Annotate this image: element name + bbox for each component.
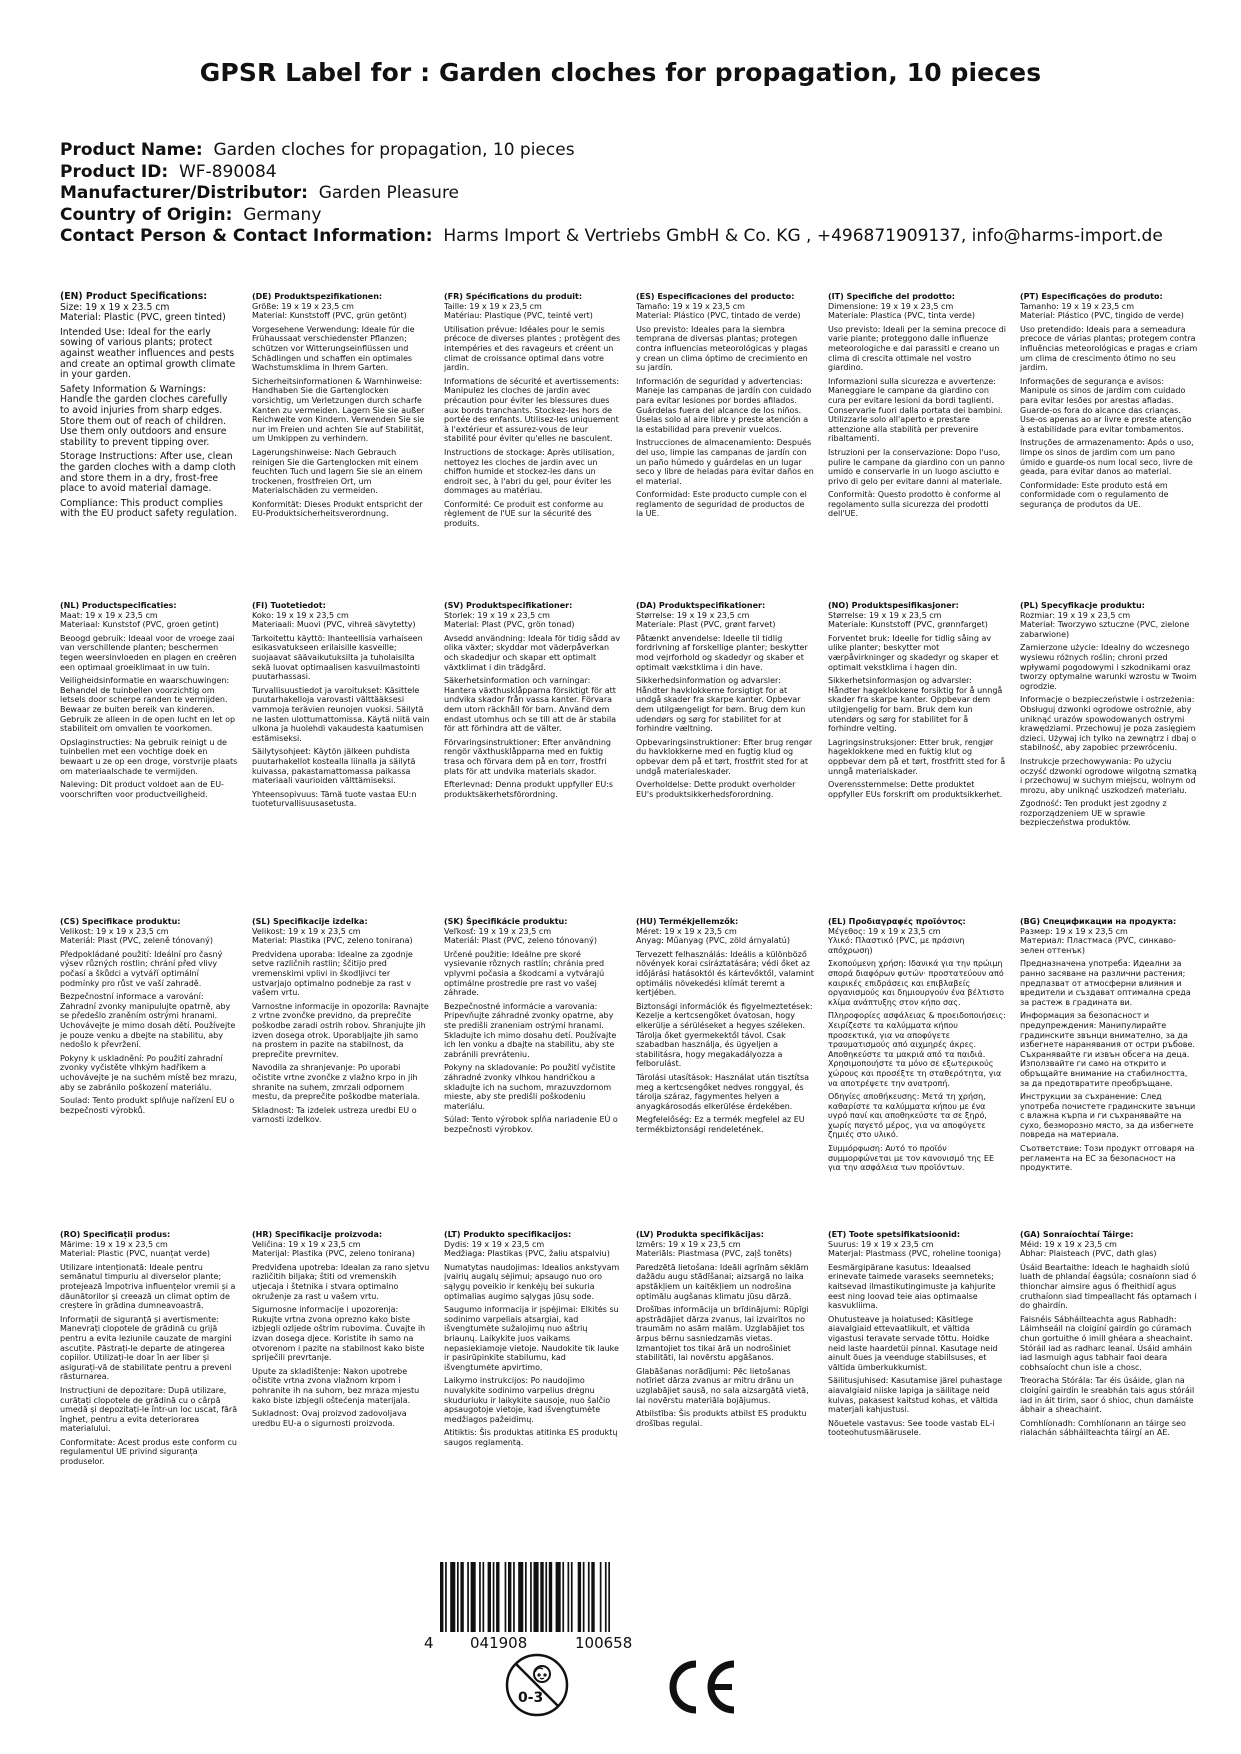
spec-size: Taille: 19 x 19 x 23,5 cm [444,301,542,311]
barcode-bar [440,1562,443,1632]
spec-heading: (PT) Especificações do produto: [1020,292,1163,301]
spec-size: Storlek: 19 x 19 x 23,5 cm [444,610,550,620]
spec-storage: Instructions de stockage: Après utilisation, nettoyez les cloches de jardin avec un chiffon humide et stockez-les dans un endroit sec, à l'abri du gel, pour éviter les dommages au matériau. [444,447,615,496]
spec-safety: Bezpečnostné informácie a varovania: Pripevňujte záhradné zvonky opatrne, aby ste predišli zraneniam ostrými hranami. Skladujte ich mimo dosahu detí. Používajte ich len vonku a dbajte na stabilitu, aby ste zabránili prevráteniu. [444,1001,617,1059]
spec-size: Maat: 19 x 19 x 23,5 cm [60,610,158,620]
barcode-bar [556,1562,561,1632]
spec-heading: (BG) Спецификации на продукта: [1020,917,1177,926]
spec-heading: (SV) Produktspecifikationer: [444,601,573,610]
spec-material: Medžiaga: Plastikas (PVC, žaliu atspalviu) [444,1249,610,1259]
spec-material: Materiale: Plastica (PVC, tinta verde) [828,311,976,321]
spec-safety: Información de seguridad y advertencias: Maneje las campanas de jardín con cuidado para evitar lesiones por bordes afilados. Guárdelas fuera del alcance de los niños. Úselas solo al aire libre y preste atención a la estabilidad para prevenir vuelcos. [636,376,812,434]
spec-intended-use: Tarkoitettu käyttö: Ihanteellisia varhaiseen esikasvatukseen erilaisille kasveille; suojaavat säävaikutuksilta ja tuholaisilta sekä luovat optimaalisen kasvuilmastointi puutarhassasi. [252,633,423,682]
spec-storage: Instruções de armazenamento: Após o uso, limpe os sinos de jardim com um pano úmido e guarde-os num local seco, livre de geada, para evitar danos ao material. [1020,438,1194,477]
spec-size: Size: 19 x 19 x 23.5 cm [60,301,170,313]
spec-size: Размер: 19 x 19 x 23,5 cm [1020,926,1128,936]
spec-compliance: Soulad: Tento produkt splňuje nařízení EU o bezpečnosti výrobků. [60,1096,235,1115]
spec-storage: Pokyny na skladovanie: Po použití vyčistite záhradné zvonky vlhkou handričkou a skladujte ich na suchom, mrazuvzdornom mieste, aby ste predišli poškodeniu materiálu. [444,1063,616,1111]
spec-storage: Instrukcje przechowywania: Po użyciu oczyść dzwonki ogrodowe wilgotną szmatką i przechowuj w suchym miejscu, wolnym od mrozu, aby uniknąć uszkodzeń materiału. [1020,756,1197,795]
barcode-bar [496,1562,499,1632]
spec-material: Anyag: Műanyag (PVC, zöld árnyalatú) [636,936,790,946]
summary-label: Country of Origin: [60,204,233,225]
language-block [1020,601,1198,832]
barcode-bar [493,1562,495,1632]
spec-intended-use: Avsedd användning: Ideala för tidig sådd av olika växter; skyddar mot väderpåverkan och skadedjur och skapar ett optimalt växtklimat i din trädgård. [444,633,621,672]
spec-storage: Förvaringsinstruktioner: Efter användning rengör växthusklåpparna med en fuktig trasa och förvara dem på en torr, frostfri plats för att undvika materials skador. [444,737,612,776]
spec-compliance: Conformité: Ce produit est conforme au règlement de l'UE sur la sécurité des produits. [444,499,604,529]
barcode-bar [545,1562,547,1632]
spec-safety: Biztonsági információk és figyelmeztetések: Kezelje a kertcsengőket óvatosan, hogy elkerülje a sérüléseket a hegyes széleken. Tárolja őket gyermekektől távol. Csak szabadban használja, és ügyeljen a stabilitásra, hogy megakadályozza a felborulást. [636,1001,813,1069]
spec-intended-use: Σκοπούμενη χρήση: Ιδανικά για την πρώιμη σπορά διαφόρων φυτών· προστατεύουν από καιρικές επιδράσεις και επιβλαβείς οργανισμούς και δημιουργούν ένα βέλτιστο κλίμα ανάπτυξης στον κήπο σας. [828,959,1005,1007]
spec-material: Materiál: Plast (PVC, zeleně tónovaný) [60,936,213,946]
spec-size: Μέγεθος: 19 x 19 x 23,5 cm [828,926,941,936]
barcode-bar [525,1562,527,1632]
spec-intended-use: Numatytas naudojimas: Idealios ankstyvam įvairių augalų sėjimui; apsaugo nuo oro sąlygų poveikio ir kenkėjų bei sukuria optimalias augimo sąlygas jūsų sode. [444,1262,620,1301]
spec-compliance: Съответствие: Този продукт отговаря на регламента на ЕС за безопасност на продуктите. [1020,1144,1195,1173]
spec-material: Materiał: Tworzywo sztuczne (PVC, zielone zabarwione) [1020,620,1190,639]
spec-material: Materiaali: Muovi (PVC, vihreä sävytetty) [252,620,416,630]
spec-safety: Информация за безопасност и предупреждения: Манипулирайте градинските звънци внимателно, за да избегнете наранявания от остри ръбове. Съхранявайте ги извън обсега на деца. Използвайте ги само на открито и обръщайте внимание на стабилността, за да предотвратите преобръщане. [1020,1011,1195,1088]
spec-heading: (HR) Specifikacije proizvoda: [252,1230,383,1239]
spec-material: Ábhar: Plaisteach (PVC, dath glas) [1020,1249,1157,1259]
page-title: GPSR Label for : Garden cloches for propagation, 10 pieces [199,58,1042,87]
spec-size: Rozmiar: 19 x 19 x 23,5 cm [1020,610,1131,620]
language-block [636,292,814,533]
spec-safety: Safety Information & Warnings: Handle the garden cloches carefully to avoid injuries from sharp edges. Store them out of reach of children. Use them only outdoors and ensure stability to prevent tipping over. [60,383,228,448]
spec-heading: (EN) Product Specifications: [60,291,208,302]
language-block [1020,1230,1198,1471]
summary-value: Garden cloches for propagation, 10 pieces [213,140,575,160]
summary-product-id [60,162,1210,184]
spec-compliance: Yhteensopivuus: Tämä tuote vastaa EU:n tuoteturvallisuusasetusta. [252,789,417,809]
spec-intended-use: Utilisation prévue: Idéales pour le semis précoce de diverses plantes ; protègent des intempéries et des ravageurs et créent un climat de croissance optimal dans votre jardin. [444,324,621,373]
spec-material: Материал: Пластмаса (PVC, синкаво-зелен оттенък) [1020,936,1176,955]
summary-manufacturer [60,183,1210,205]
barcode-first-digit: 4 [424,1634,434,1652]
spec-size: Méid: 19 x 19 x 23,5 cm [1020,1239,1117,1249]
barcode-bar [530,1562,532,1632]
spec-storage: Tárolási utasítások: Használat után tisztítsa meg a kertcsengőket nedves ronggyal, és tárolja száraz, fagymentes helyen a anyagkárosodás elkerülése érdekében. [636,1072,810,1111]
spec-heading: (CS) Specifikace produktu: [60,917,181,926]
barcode-bar [583,1562,585,1632]
barcode-bar [540,1562,543,1632]
summary-value: Garden Pleasure [318,183,460,203]
spec-intended-use: Uso previsto: Ideales para la siembra temprana de diversas plantas; protegen contra influencias meteorológicas y plagas y crean un clima óptimo de crecimiento en su jardín. [636,324,808,373]
summary-label: Product ID: [60,161,169,182]
spec-storage: Opbevaringsinstruktioner: Efter brug rengør du havklokkerne med en fugtig klud og opbevar dem på et tørt, frostfrit sted for at undgå materialeskader. [636,737,813,776]
spec-material: Υλικό: Πλαστικό (PVC, με πράσινη απόχρωση) [828,936,965,955]
spec-storage: Istruzioni per la conservazione: Dopo l'uso, pulire le campane da giardino con un panno umido e conservarle in un luogo asciutto e privo di gelo per evitare danni al materiale. [828,447,1005,486]
summary-label: Product Name: [60,140,203,160]
spec-safety: Informații de siguranță și avertismente: Manevrați clopotele de grădină cu grijă pentru a evita leziunile cauzate de margini ascuțite. Păstrați-le departe de atingerea copiilor. Utilizați-le doar în aer liber și asigurați-vă de stabilitate pentru a preveni răsturnarea. [60,1314,232,1382]
spec-intended-use: Uso previsto: Ideali per la semina precoce di varie piante; proteggono dalle influenze meteorologiche e dai parassiti e creano un clima di crescita ottimale nel vostro giardino. [828,324,1006,373]
spec-size: Suurus: 19 x 19 x 23,5 cm [828,1239,934,1249]
spec-intended-use: Предназначена употреба: Идеални за ранно засяване на различни растения; предпазват от атмосферни влияния и вредители и създават оптимална среда за растеж в градината ви. [1020,959,1191,1007]
spec-compliance: Atbilstība: Šis produkts atbilst ES produktu drošības regulai. [636,1409,807,1428]
spec-intended-use: Určené použitie: Ideálne pre skoré vysievanie rôznych rastlín; chránia pred vplyvmi počasia a škodcami a vytvárajú optimálne prostredie pre rast vo vašej záhrade. [444,949,605,998]
language-block [60,917,238,1177]
language-block [636,1230,814,1471]
spec-compliance: Συμμόρφωση: Αυτό το προϊόν συμμορφώνεται με τον κανονισμό της ΕΕ για την ασφάλεια των προϊόντων. [828,1144,994,1173]
spec-storage: Storage Instructions: After use, clean the garden cloches with a damp cloth and store them in a dry, frost-free place to avoid material damage. [60,451,236,495]
spec-compliance: Atitiktis: Šis produktas atitinka ES produktų saugos reglamentą. [444,1428,618,1447]
barcode-bar [471,1562,476,1632]
language-block [60,1230,238,1471]
spec-compliance: Overholdelse: Dette produkt overholder EU's produktsikkerhedsforordning. [636,780,796,799]
spec-material: Materiaal: Kunststof (PVC, groen getint) [60,620,219,630]
product-summary [60,140,1210,248]
barcode-bar [508,1562,511,1632]
spec-size: Méret: 19 x 19 x 23,5 cm [636,926,737,936]
spec-safety: Informações de segurança e avisos: Manipule os sinos de jardim com cuidado para evitar lesões por arestas afiadas. Guarde-os fora do alcance das crianças. Use-os apenas ao ar livre e preste atenção à estabilidade para evitar tombamentos. [1020,376,1192,434]
spec-intended-use: Vorgesehene Verwendung: Ideale für die Frühaussaat verschiedenster Pflanzen; schützen vor Witterungseinflüssen und Schädlingen und schaffen ein optimales Wachstumsklima in Ihrem Garten. [252,324,415,373]
barcode-bar [568,1562,570,1632]
spec-intended-use: Intended Use: Ideal for the early sowing of various plants; protect against weather influences and pests and create an optimal growth climate in your garden. [60,326,236,381]
spec-safety: Drošības informācija un brīdinājumi: Rūpīgi apstrādājiet dārza zvanus, lai izvairītos no traumām no asām malām. Uzglabājiet tos ārpus bērnu sasniedzamās vietas. Izmantojiet tos tikai ārā un nodrošiniet stabilitāti, lai novērstu apgāšanos. [636,1305,809,1363]
spec-heading: (FI) Tuotetiedot: [252,601,326,610]
barcode-bar [578,1562,581,1632]
language-block [1020,917,1198,1177]
spec-intended-use: Uso pretendido: Ideais para a semeadura precoce de várias plantas; protegem contra influências meteorológicas e pragas e criam um clima de crescimento ótimo no seu jardim. [1020,324,1198,373]
spec-material: Materiale: Kunststoff (PVC, grønnfarget) [828,620,988,630]
spec-compliance: Conformitate: Acest produs este conform cu regulamentul UE privind siguranța produselor. [60,1437,237,1467]
spec-compliance: Megfelelőség: Ez a termék megfelel az EU termékbiztonsági rendeletének. [636,1115,805,1134]
barcode-bar [450,1562,455,1632]
language-block [252,601,430,832]
spec-material: Materiale: Plast (PVC, grønt farvet) [636,620,776,630]
spec-size: Koko: 19 x 19 x 23,5 cm [252,610,349,620]
barcode-bar [460,1562,463,1632]
language-block [828,601,1006,832]
spec-intended-use: Paredzētā lietošana: Ideāli agrīnām sēklām dažādu augu stādīšanai; aizsargā no laika apstākļiem un kaitēkļiem un nodrošina optimālu augšanas klimatu jūsu dārzā. [636,1262,809,1301]
spec-safety: Πληροφορίες ασφάλειας & προειδοποιήσεις: Χειρίζεστε τα καλύμματα κήπου προσεκτικά, για να αποφύγετε τραυματισμούς από αιχμηρές άκρες. Αποθηκεύστε τα μακριά από τα παιδιά. Χρησιμοποιήστε τα μόνο σε εξωτερικούς χώρους και προσέξτε τη σταθερότητα, για να αποτρέψετε την ανατροπή. [828,1011,1006,1088]
language-block [252,917,430,1177]
spec-intended-use: Predvidena uporaba: Idealne za zgodnje setve različnih rastlin; ščitijo pred vremenskimi vplivi in škodljivci ter ustvarjajo optimalno podnebje za rast v vašem vrtu. [252,949,413,998]
spec-material: Materijal: Plastika (PVC, zeleno tonirana) [252,1249,415,1259]
language-block [444,292,622,533]
spec-storage: Opslaginstructies: Na gebruik reinigt u de tuinbellen met een vochtige doek en bewaart u ze op een droge, vorstvrije plaats om materiaalschade te vermijden. [60,737,238,776]
language-block [60,601,238,832]
spec-compliance: Súlad: Tento výrobok spĺňa nariadenie EÚ o bezpečnosti výrobkov. [444,1115,618,1134]
spec-safety: Säkerhetsinformation och varningar: Hantera växthusklåpparna försiktigt för att undvika skador från vassa kanter. Förvara dem utom räckhåll för barn. Använd dem endast utomhus och se till att de är stabila för att förhindra att de välter. [444,676,617,734]
language-block [252,1230,430,1471]
barcode-bar [600,1562,602,1632]
spec-storage: Laikymo instrukcijos: Po naudojimo nuvalykite sodinimo varpelius drėgnu skuduriuku ir laikykite sausoje, nuo šalčio apsaugotoje vietoje, kad išvengtumėte medžiagos pažeidimų. [444,1376,611,1424]
spec-size: Mărime: 19 x 19 x 23,5 cm [60,1239,168,1249]
language-block [444,601,622,832]
spec-intended-use: Forventet bruk: Ideelle for tidlig såing av ulike planter; beskytter mot værpåvirkninger og skadedyr og skaper et optimalt vekstklima i hagen din. [828,633,999,672]
spec-heading: (DE) Produktspezifikationen: [252,292,383,301]
age-warning-0-3-icon [504,1652,570,1718]
summary-value: Germany [243,204,322,225]
spec-size: Dimensione: 19 x 19 x 23,5 cm [828,301,954,311]
spec-material: Material: Plast (PVC, grön tonad) [444,620,575,630]
summary-label: Contact Person & Contact Information: [60,226,433,246]
spec-size: Velikost: 19 x 19 x 23,5 cm [252,926,361,936]
spec-heading: (SK) Špecifikácie produktu: [444,917,568,926]
spec-compliance: Conformidade: Este produto está em conformidade com o regulamento de segurança de produtos da UE. [1020,480,1169,509]
spec-storage: Glabāšanas norādījumi: Pēc lietošanas notīriet dārza zvanus ar mitru drānu un uzglabājiet sausā, no sala aizsargātā vietā, lai novērstu materiāla bojājumus. [636,1366,809,1405]
spec-material: Material: Plastika (PVC, zeleno tonirana) [252,936,413,946]
spec-row [60,601,1197,832]
spec-storage: Säilitusjuhised: Kasutamise järel puhastage aiavalgiaid niiske lapiga ja säilitage neid kuivas, pakasest kaitstud kohas, et vältida materjali kahjustusi. [828,1376,1003,1415]
spec-size: Größe: 19 x 19 x 23,5 cm [252,301,354,311]
spec-heading: (ET) Toote spetsifikatsioonid: [828,1230,961,1239]
summary-value: WF-890084 [178,161,277,182]
spec-compliance: Conformidad: Este producto cumple con el reglamento de seguridad de productos de la UE. [636,490,807,519]
spec-row [60,1230,1197,1471]
ean-barcode [438,1562,670,1632]
spec-storage: Säilytysohjeet: Käytön jälkeen puhdista puutarhakellot kostealla liinalla ja säilytä kuivassa, pakastamattomassa paikassa materiaali vaurioiden välttämiseksi. [252,747,416,786]
spec-material: Material: Kunststoff (PVC, grün getönt) [252,311,407,321]
spec-size: Dydis: 19 x 19 x 23,5 cm [444,1239,545,1249]
barcode-bar [488,1562,491,1632]
spec-storage: Lagerungshinweise: Nach Gebrauch reinigen Sie die Gartenglocken mit einem feuchten Tuch und lagern Sie sie an einem trockenen, frostfreien Ort, um Materialschäden zu vermeiden. [252,447,423,496]
barcode-bar [467,1562,469,1632]
barcode-bar [562,1562,564,1632]
spec-compliance: Skladnost: Ta izdelek ustreza uredbi EU o varnosti izdelkov. [252,1105,417,1125]
spec-intended-use: Předpokládané použití: Ideální pro časný výsev různých rostlin; chrání před vlivy počasí a škůdci a vytváří optimální podmínky pro růst ve vaší zahradě. [60,949,223,988]
spec-compliance: Comhlíonadh: Comhlíonann an táirge seo rialachán sábháilteachta táirgí an AE. [1020,1418,1186,1438]
spec-material: Material: Plastic (PVC, nuanțat verde) [60,1249,211,1259]
spec-storage: Treoracha Stórála: Tar éis úsáide, glan na cloigíní gairdín le sreabhán tais agus stóráil iad in áit tirim, saor ó shioc, chun damáiste ábhair a sheachaint. [1020,1376,1195,1415]
spec-safety: Faisnéis Sábháilteachta agus Rabhadh: Láimhseáil na cloigíní gairdín go cúramach chun gortuithe ó imill ghéara a sheachaint. Stóráil iad as radharc leanaí. Úsáid amháin iad lasmuigh agus tabhair faoi deara cobhsaíocht chun isle a chosc. [1020,1314,1193,1372]
spec-compliance: Konformität: Dieses Produkt entspricht der EU-Produktsicherheitsverordnung. [252,499,423,519]
barcode-bar [518,1562,523,1632]
language-block [636,601,814,832]
spec-size: Veľkosť: 19 x 19 x 23,5 cm [444,926,552,936]
barcode-bar [445,1562,447,1632]
language-block [60,292,238,533]
spec-storage: Navodila za shranjevanje: Po uporabi očistite vrtne zvončke z vlažno krpo in jih shranite na suhem, zmrzali odpornem mestu, da preprečite poškodbe materiala. [252,1063,420,1102]
spec-size: Tamanho: 19 x 19 x 23,5 cm [1020,301,1134,311]
spec-compliance: Sukladnost: Ovaj proizvod zadovoljava uredbu EU-a o sigurnosti proizvoda. [252,1409,407,1428]
spec-material: Material: Plástico (PVC, tintado de verde) [636,311,801,321]
barcode-left-group: 041908 [470,1634,528,1652]
spec-heading: (FR) Spécifications du produit: [444,292,583,301]
spec-compliance: Nõuetele vastavus: See toode vastab EL-i tooteohutusmäärusele. [828,1418,995,1438]
spec-heading: (IT) Specifiche del prodotto: [828,292,955,301]
spec-compliance: Conformità: Questo prodotto è conforme al regolamento sulla sicurezza dei prodotti dell'UE. [828,490,1001,519]
spec-heading: (DA) Produktspecifikationer: [636,601,766,610]
summary-product-name [60,140,1210,162]
barcode-bar [608,1562,610,1632]
language-block [636,917,814,1177]
spec-intended-use: Påtænkt anvendelse: Ideelle til tidlig fordrivning af forskellige planter; beskytter mod vejrforhold og skadedyr og skaber et optimalt vækstklima i din have. [636,633,808,672]
spec-intended-use: Tervezett felhasználás: Ideális a különböző növények korai csíráztatására; védi őket az időjárási hatásoktól és kártevőktől, valamint optimális növekedési klímát teremt a kertjében. [636,949,814,998]
spec-storage: Инструкции за съхранение: След употреба почистете градинските звънци с влажна кърпа и ги съхранявайте на сухо, безморозно място, за да избегнете повреда на материала. [1020,1092,1196,1140]
language-block [252,292,430,533]
spec-safety: Sigurnosne informacije i upozorenja: Rukujte vrtna zvona oprezno kako biste izbjegli ozljede oštrim rubovima. Čuvajte ih izvan dosega djece. Koristite ih samo na otvorenom i pazite na stabilnost kako biste spriječili prevrtanje. [252,1305,426,1363]
spec-storage: Lagringsinstruksjoner: Etter bruk, rengjør hageklokkene med en fuktig klut og oppbevar dem på et tørt, frostfritt sted for å unngå materialskader. [828,737,1006,776]
spec-heading: (GA) Sonraíochtaí Táirge: [1020,1230,1134,1239]
spec-row [60,291,1198,533]
spec-heading: (PL) Specyfikacje produktu: [1020,601,1145,610]
spec-safety: Sicherheitsinformationen & Warnhinweise: Handhaben Sie die Gartenglocken vorsichtig, um Verletzungen durch scharfe Kanten zu vermeiden. Lagern Sie sie außer Reichweite von Kindern. Verwenden Sie sie nur im Freien und achten Sie auf Stabilität, um Umkippen zu verhindern. [252,376,425,444]
spec-storage: Οδηγίες αποθήκευσης: Μετά τη χρήση, καθαρίστε τα καλύμματα κήπου με ένα υγρό πανί και αποθηκεύστε τα σε ξηρό, χωρίς παγετό μέρος, για να αποφύγετε ζημιές στο υλικό. [828,1092,987,1140]
spec-compliance: Zgodność: Ten produkt jest zgodny z rozporządzeniem UE w sprawie bezpieczeństwa produktów. [1020,799,1167,828]
barcode-bar [549,1562,552,1632]
spec-safety: Turvallisuustiedot ja varoitukset: Käsittele puutarhakelloja varovasti välttääksesi vammoja terävien reunojen vuoksi. Säilytä ne lasten ulottumattomissa. Käytä niitä vain ulkona ja huolehdi vakaudesta kaatumisen estämiseksi. [252,685,430,743]
spec-heading: (NL) Productspecificaties: [60,601,177,610]
ce-mark-icon [664,1658,740,1716]
summary-value: Harms Import & Vertriebs GmbH & Co. KG , +496871909137, info@harms-import.de [443,226,1163,246]
spec-heading: (ES) Especificaciones del producto: [636,292,795,301]
spec-safety: Informations de sécurité et avertissements: Manipulez les cloches de jardin avec précaution pour éviter les blessures dues aux bords tranchants. Stockez-les hors de portée des enfants. Utilisez-les uniquement à l'extérieur et assurez-vous de leur stabilité pour éviter qu'elles ne basculent. [444,376,620,444]
barcode-bar [505,1562,507,1632]
spec-intended-use: Zamierzone użycie: Idealny do wczesnego wysiewu różnych roślin; chroni przed wpływami pogodowymi i szkodnikami oraz tworzy optymalne warunki wzrostu w Twoim ogrodzie. [1020,643,1197,691]
spec-safety: Informazioni sulla sicurezza e avvertenze: Maneggiare le campane da giardino con cura per evitare lesioni da bordi taglienti. Conservarle fuori dalla portata dei bambini. Utilizzarle solo all'aperto e prestare attenzione alla stabilità per prevenire ribaltamenti. [828,376,1003,444]
spec-size: Velikost: 19 x 19 x 23,5 cm [60,926,169,936]
barcode-bar [513,1562,515,1632]
spec-size: Størrelse: 19 x 19 x 23,5 cm [636,610,750,620]
spec-safety: Bezpečnostní informace a varování: Zahradní zvonky manipulujte opatrně, aby se předešlo zraněním ostrými hranami. Uchovávejte je mimo dosah dětí. Používejte je pouze venku a dbejte na stabilitu, aby nedošlo k převržení. [60,992,236,1050]
spec-intended-use: Beoogd gebruik: Ideaal voor de vroege zaai van verschillende planten; beschermen tegen weersinvloeden en plagen en creëren een optimaal groeiklimaat in uw tuin. [60,633,237,672]
spec-storage: Upute za skladištenje: Nakon upotrebe očistite vrtna zvona vlažnom krpom i pohranite ih na suhom, bez mraza mjestu kako biste izbjegli oštećenja materijala. [252,1366,420,1405]
spec-safety: Saugumo informacija ir įspėjimai: Elkitės su sodinimo varpeliais atsargiai, kad išvengtumėte sužalojimų nuo aštrių briaunų. Laikykite juos vaikams nepasiekiamoje vietoje. Naudokite tik lauke ir pasirūpinkite stabilumu, kad išvengtumėte apvirtimo. [444,1305,619,1372]
language-block [828,1230,1006,1471]
spec-safety: Informacje o bezpieczeństwie i ostrzeżenia: Obsługuj dzwonki ogrodowe ostrożnie, aby uniknąć urazów spowodowanych ostrymi krawędziami. Przechowuj je poza zasięgiem dzieci. Używaj ich tylko na zewnątrz i dbaj o stabilność, aby zapobiec przewróceniu. [1020,695,1197,753]
summary-label: Manufacturer/Distributor: [60,183,308,203]
language-block [444,917,622,1177]
spec-heading: (LT) Produkto specifikacijos: [444,1230,572,1239]
spec-heading: (LV) Produkta specifikācijas: [636,1230,764,1239]
spec-size: Veličina: 19 x 19 x 23,5 cm [252,1239,361,1249]
spec-storage: Pokyny k uskladnění: Po použití zahradní zvonky vyčistěte vlhkým hadříkem a uchovávejte je na suchém místě bez mrazu, aby se zabránilo poškození materiálu. [60,1053,238,1092]
spec-intended-use: Eesmärgipärane kasutus: Ideaalsed erinevate taimede varaseks seemneteks; kaitsevad ilmastikutingimuste ja kahjurite eest ning loovad teie aias optimaalse kasvukliima. [828,1262,996,1311]
spec-material: Material: Plástico (PVC, tingido de verde) [1020,311,1184,321]
spec-material: Matériau: Plastique (PVC, teinté vert) [444,311,593,321]
spec-compliance: Overensstemmelse: Dette produktet oppfyller EUs forskrift om produktsikkerhet. [828,780,1003,799]
barcode-bar [479,1562,481,1632]
spec-heading: (SL) Specifikacije izdelka: [252,917,368,926]
spec-safety: Sikkerhedsinformation og advarsler: Håndter havklokkerne forsigtigt for at undgå skader fra skarpe kanter. Opbevar dem utilgængeligt for børn. Brug dem kun udendørs og sørg for stabilitet for at forhindre væltning. [636,676,806,734]
spec-intended-use: Úsáid Beartaithe: Ideach le haghaidh síolú luath de phlandaí éagsúla; cosnaíonn siad ó thionchar aimsire agus ó fheithidí agus cruthaíonn siad timpeallacht fás optamach i do ghairdín. [1020,1262,1197,1311]
barcode-bar [483,1562,485,1632]
spec-size: Izmērs: 19 x 19 x 23,5 cm [636,1239,741,1249]
spec-size: Tamaño: 19 x 19 x 23,5 cm [636,301,745,311]
spec-compliance: Efterlevnad: Denna produkt uppfyller EU:s produktsäkerhetsförordning. [444,780,614,799]
spec-compliance: Naleving: Dit product voldoet aan de EU-voorschriften voor productveiligheid. [60,780,224,799]
barcode-right-group: 100658 [575,1634,633,1652]
spec-material: Material: Plastic (PVC, green tinted) [60,312,226,324]
spec-storage: Instrucțiuni de depozitare: După utilizare, curățați clopotele de grădină cu o cârpă umedă și depozitați-le într-un loc uscat, fără înghet, pentru a evita deteriorarea materialului. [60,1385,238,1434]
barcode-bar [571,1562,573,1632]
spec-intended-use: Predviđena upotreba: Idealan za rano sjetvu različitih biljaka; štiti od vremenskih utjecaja i štetnika i stvara optimalno okruženje za rast u vašem vrtu. [252,1262,430,1301]
barcode-bar [588,1562,590,1632]
language-block [444,1230,622,1471]
spec-compliance: Compliance: This product complies with the EU product safety regulation. [60,497,238,520]
spec-material: Materiál: Plast (PVC, zeleno tónovaný) [444,936,597,946]
spec-safety: Veiligheidsinformatie en waarschuwingen: Behandel de tuinbellen voorzichtig om letsels door scherpe randen te vermijden. Bewaar ze buiten bereik van kinderen. Gebruik ze alleen in de open lucht en let op stabiliteit om omvallen te voorkomen. [60,676,236,734]
spec-material: Materjal: Plastmass (PVC, roheline tooniga) [828,1249,1001,1259]
summary-contact [60,226,1210,248]
spec-safety: Varnostne informacije in opozorila: Ravnajte z vrtne zvončke previdno, da preprečite poškodbe zaradi ostrih robov. Shranjujte jih izven dosega otrok. Uporabljajte jih samo na prostem in pazite na stabilnost, da preprečite prevrnitev. [252,1001,429,1059]
svg-text:0-3: 0-3 [518,1690,544,1706]
language-block [828,917,1006,1177]
spec-safety: Ohutusteave ja hoiatused: Käsitlege aiavalgiaid ettevaatlikult, et vältida vigastusi teravate servade tõttu. Hoidke neid laste haardetüi pinnal. Kasutage neid ainult õues ja veenduge stabiilsuses, et vältida ümberkukkumist. [828,1314,998,1372]
barcode-bar [457,1562,459,1632]
spec-material: Materiāls: Plastmasa (PVC, zaļš tonēts) [636,1249,793,1259]
barcode-bar [591,1562,594,1632]
spec-size: Størrelse: 19 x 19 x 23,5 cm [828,610,942,620]
spec-safety: Sikkerhetsinformasjon og advarsler: Håndter hageklokkene forsiktig for å unngå skader fra skarpe kanter. Oppbevar dem utilgjengelig for barn. Bruk dem kun utendørs og sørg for stabilitet for å forhindre velting. [828,676,1003,734]
language-block [828,292,1006,533]
barcode-bar [605,1562,607,1632]
spec-storage: Instrucciones de almacenamiento: Después del uso, limpie las campanas de jardín con un paño húmedo y guárdelas en un lugar seco y libre de heladas para evitar daños en el material. [636,438,814,486]
summary-country-of-origin [60,205,1210,227]
spec-row [60,917,1196,1177]
spec-heading: (HU) Termékjellemzők: [636,917,739,926]
spec-heading: (NO) Produktspesifikasjoner: [828,601,959,610]
spec-heading: (RO) Specificații produs: [60,1230,171,1239]
spec-heading: (EL) Προδιαγραφές προϊόντος: [828,917,966,926]
spec-intended-use: Utilizare intenționată: Ideale pentru semănatul timpuriu al diverselor plante; protejează împotriva influențelor vremii și a dăunătorilor și creează un climat optim de creștere în grădina dumneavoastră. [60,1262,236,1311]
language-block [1020,292,1198,533]
barcode-bar [534,1562,539,1632]
